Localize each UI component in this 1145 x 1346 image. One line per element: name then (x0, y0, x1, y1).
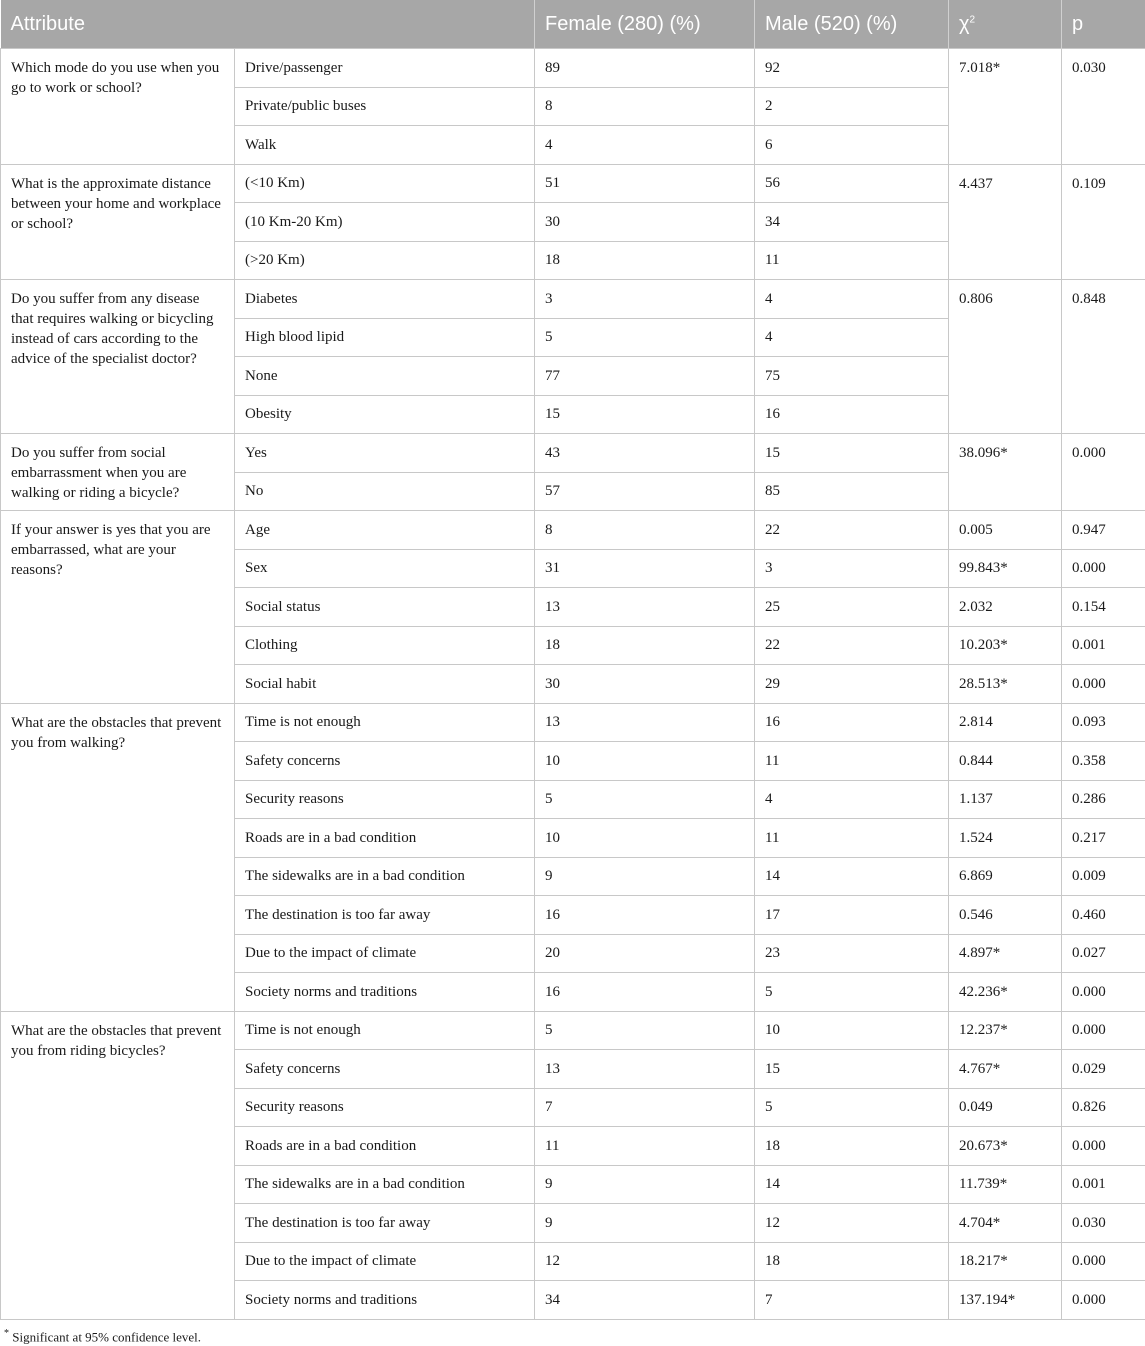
option-label: Security reasons (235, 1088, 535, 1127)
p-value: 0.000 (1062, 1127, 1145, 1166)
male-percent: 75 (755, 357, 949, 396)
female-percent: 11 (535, 1127, 755, 1166)
question-cell: What are the obstacles that prevent you from walking? (1, 703, 235, 1011)
male-percent: 56 (755, 164, 949, 203)
female-percent: 51 (535, 164, 755, 203)
female-percent: 5 (535, 780, 755, 819)
female-percent: 30 (535, 665, 755, 704)
table-row (1, 511, 1145, 550)
p-value: 0.000 (1062, 665, 1145, 704)
chi-square-value: 28.513* (949, 665, 1062, 704)
p-value: 0.000 (1062, 434, 1145, 511)
female-percent: 4 (535, 126, 755, 165)
footnote (4, 1328, 1145, 1345)
p-value: 0.109 (1062, 164, 1145, 280)
male-percent: 17 (755, 896, 949, 935)
chi-square-value: 18.217* (949, 1242, 1062, 1281)
chi-square-value: 4.704* (949, 1204, 1062, 1243)
male-percent: 18 (755, 1127, 949, 1166)
female-percent: 20 (535, 934, 755, 973)
p-value: 0.001 (1062, 1165, 1145, 1204)
option-label: Walk (235, 126, 535, 165)
male-percent: 23 (755, 934, 949, 973)
female-percent: 16 (535, 973, 755, 1012)
female-percent: 13 (535, 703, 755, 742)
male-percent: 7 (755, 1281, 949, 1320)
female-percent: 13 (535, 1050, 755, 1089)
option-label: Social habit (235, 665, 535, 704)
male-percent: 85 (755, 472, 949, 511)
chi-square-value: 7.018* (949, 49, 1062, 165)
chi-square-value: 0.844 (949, 742, 1062, 781)
male-percent: 15 (755, 1050, 949, 1089)
table-row (1, 280, 1145, 319)
p-value: 0.001 (1062, 626, 1145, 665)
option-label: Safety concerns (235, 1050, 535, 1089)
male-percent: 14 (755, 1165, 949, 1204)
female-percent: 18 (535, 241, 755, 280)
male-percent: 18 (755, 1242, 949, 1281)
female-percent: 15 (535, 395, 755, 434)
p-value: 0.000 (1062, 549, 1145, 588)
question-cell: If your answer is yes that you are embarrassed, what are your reasons? (1, 511, 235, 704)
option-label: Security reasons (235, 780, 535, 819)
female-percent: 7 (535, 1088, 755, 1127)
option-label: Private/public buses (235, 87, 535, 126)
male-percent: 22 (755, 511, 949, 550)
male-percent: 92 (755, 49, 949, 88)
p-value: 0.027 (1062, 934, 1145, 973)
female-percent: 8 (535, 511, 755, 550)
female-percent: 18 (535, 626, 755, 665)
male-percent: 25 (755, 588, 949, 627)
option-label: Time is not enough (235, 1011, 535, 1050)
p-value: 0.029 (1062, 1050, 1145, 1089)
female-percent: 5 (535, 1011, 755, 1050)
p-value: 0.009 (1062, 857, 1145, 896)
male-percent: 11 (755, 742, 949, 781)
male-percent: 29 (755, 665, 949, 704)
female-percent: 10 (535, 742, 755, 781)
question-cell: Do you suffer from social embarrassment when you are walking or riding a bicycle? (1, 434, 235, 511)
question-cell: Do you suffer from any disease that requires walking or bicycling instead of cars according to the advice of the specialist doctor? (1, 280, 235, 434)
header-row (1, 0, 1145, 49)
male-percent: 5 (755, 1088, 949, 1127)
option-label: Society norms and traditions (235, 973, 535, 1012)
option-label: High blood lipid (235, 318, 535, 357)
option-label: None (235, 357, 535, 396)
male-percent: 4 (755, 318, 949, 357)
female-percent: 13 (535, 588, 755, 627)
option-label: (<10 Km) (235, 164, 535, 203)
header-p: p (1062, 0, 1145, 49)
p-value: 0.030 (1062, 1204, 1145, 1243)
table-row (1, 164, 1145, 203)
female-percent: 34 (535, 1281, 755, 1320)
female-percent: 57 (535, 472, 755, 511)
question-cell: Which mode do you use when you go to work or school? (1, 49, 235, 165)
option-label: Clothing (235, 626, 535, 665)
option-label: Yes (235, 434, 535, 473)
option-label: Social status (235, 588, 535, 627)
chi-symbol: χ (959, 12, 970, 35)
male-percent: 2 (755, 87, 949, 126)
chi-square-value: 6.869 (949, 857, 1062, 896)
male-percent: 10 (755, 1011, 949, 1050)
p-value: 0.154 (1062, 588, 1145, 627)
p-value: 0.286 (1062, 780, 1145, 819)
chi-square-value: 1.137 (949, 780, 1062, 819)
p-value: 0.947 (1062, 511, 1145, 550)
chi-square-value: 2.814 (949, 703, 1062, 742)
header-chi-square (949, 0, 1062, 49)
option-label: Roads are in a bad condition (235, 819, 535, 858)
chi-square-value: 2.032 (949, 588, 1062, 627)
footnote-text: Significant at 95% confidence level. (9, 1328, 202, 1344)
male-percent: 12 (755, 1204, 949, 1243)
p-value: 0.358 (1062, 742, 1145, 781)
chi-square-value: 20.673* (949, 1127, 1062, 1166)
p-value: 0.000 (1062, 1281, 1145, 1320)
p-value: 0.000 (1062, 973, 1145, 1012)
chi-square-value: 4.437 (949, 164, 1062, 280)
chi-square-value: 12.237* (949, 1011, 1062, 1050)
option-label: Roads are in a bad condition (235, 1127, 535, 1166)
p-value: 0.460 (1062, 896, 1145, 935)
table-row (1, 434, 1145, 473)
option-label: No (235, 472, 535, 511)
option-label: The sidewalks are in a bad condition (235, 857, 535, 896)
male-percent: 22 (755, 626, 949, 665)
table-header (1, 0, 1145, 49)
table-row (1, 1011, 1145, 1050)
male-percent: 16 (755, 395, 949, 434)
male-percent: 34 (755, 203, 949, 242)
chi-square-value: 42.236* (949, 973, 1062, 1012)
male-percent: 11 (755, 819, 949, 858)
male-percent: 4 (755, 280, 949, 319)
question-cell: What is the approximate distance between your home and workplace or school? (1, 164, 235, 280)
option-label: Obesity (235, 395, 535, 434)
p-value: 0.848 (1062, 280, 1145, 434)
female-percent: 10 (535, 819, 755, 858)
female-percent: 31 (535, 549, 755, 588)
chi-square-value: 38.096* (949, 434, 1062, 511)
table-row (1, 703, 1145, 742)
option-label: Drive/passenger (235, 49, 535, 88)
table-body (1, 49, 1145, 1320)
chi-square-value: 10.203* (949, 626, 1062, 665)
option-label: The destination is too far away (235, 896, 535, 935)
p-value: 0.826 (1062, 1088, 1145, 1127)
option-label: Age (235, 511, 535, 550)
p-value: 0.093 (1062, 703, 1145, 742)
female-percent: 9 (535, 857, 755, 896)
option-label: Safety concerns (235, 742, 535, 781)
question-cell: What are the obstacles that prevent you from riding bicycles? (1, 1011, 235, 1319)
chi-square-value: 0.546 (949, 896, 1062, 935)
table-row (1, 49, 1145, 88)
chi-square-value: 137.194* (949, 1281, 1062, 1320)
chi-square-value: 4.767* (949, 1050, 1062, 1089)
female-percent: 5 (535, 318, 755, 357)
female-percent: 77 (535, 357, 755, 396)
p-value: 0.000 (1062, 1242, 1145, 1281)
male-percent: 11 (755, 241, 949, 280)
option-label: Due to the impact of climate (235, 934, 535, 973)
p-value: 0.030 (1062, 49, 1145, 165)
p-value: 0.000 (1062, 1011, 1145, 1050)
chi-square-value: 4.897* (949, 934, 1062, 973)
option-label: (10 Km-20 Km) (235, 203, 535, 242)
male-percent: 14 (755, 857, 949, 896)
chi-square-value: 0.049 (949, 1088, 1062, 1127)
male-percent: 16 (755, 703, 949, 742)
male-percent: 4 (755, 780, 949, 819)
option-label: Society norms and traditions (235, 1281, 535, 1320)
header-attribute: Attribute (1, 0, 535, 49)
option-label: (>20 Km) (235, 241, 535, 280)
option-label: Diabetes (235, 280, 535, 319)
male-percent: 3 (755, 549, 949, 588)
header-female: Female (280) (%) (535, 0, 755, 49)
male-percent: 6 (755, 126, 949, 165)
chi-square-value: 11.739* (949, 1165, 1062, 1204)
female-percent: 89 (535, 49, 755, 88)
male-percent: 15 (755, 434, 949, 473)
option-label: The destination is too far away (235, 1204, 535, 1243)
chi-square-value: 1.524 (949, 819, 1062, 858)
female-percent: 9 (535, 1165, 755, 1204)
option-label: The sidewalks are in a bad condition (235, 1165, 535, 1204)
header-male: Male (520) (%) (755, 0, 949, 49)
chi-square-value: 99.843* (949, 549, 1062, 588)
chi-square-value: 0.806 (949, 280, 1062, 434)
female-percent: 16 (535, 896, 755, 935)
chi-superscript: 2 (969, 13, 976, 25)
p-value: 0.217 (1062, 819, 1145, 858)
male-percent: 5 (755, 973, 949, 1012)
female-percent: 43 (535, 434, 755, 473)
female-percent: 3 (535, 280, 755, 319)
option-label: Due to the impact of climate (235, 1242, 535, 1281)
footnote-marker: * (4, 1327, 9, 1339)
option-label: Sex (235, 549, 535, 588)
chi-square-value: 0.005 (949, 511, 1062, 550)
female-percent: 9 (535, 1204, 755, 1243)
option-label: Time is not enough (235, 703, 535, 742)
female-percent: 8 (535, 87, 755, 126)
female-percent: 12 (535, 1242, 755, 1281)
female-percent: 30 (535, 203, 755, 242)
